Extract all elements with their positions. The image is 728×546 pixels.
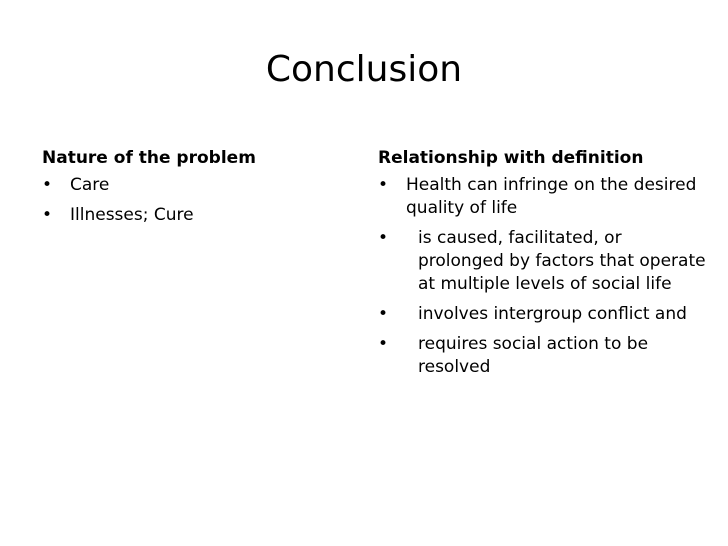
slide-title: Conclusion	[265, 49, 463, 90]
bullet-icon: •	[378, 175, 389, 195]
bullet-icon: •	[42, 175, 53, 195]
list-item	[42, 204, 342, 227]
list-item-text: Illnesses; Cure	[70, 205, 194, 225]
bullet-icon: •	[42, 205, 53, 225]
list-item-text: Health can infringe on the desired quality of life	[406, 175, 697, 218]
list-item-text: requires social action to be resolved	[418, 334, 649, 377]
left-bullet-list	[42, 174, 342, 227]
left-column	[42, 142, 342, 234]
list-item	[378, 227, 708, 296]
bullet-icon: •	[378, 228, 389, 248]
list-item-text: involves intergroup conflict and	[418, 304, 687, 324]
list-item	[378, 174, 708, 220]
right-column-heading: Relationship with definition	[378, 148, 644, 168]
list-item-text: is caused, facilitated, or prolonged by factors that operate at multiple levels of social life	[418, 228, 706, 294]
right-column	[378, 142, 708, 386]
left-column-heading: Nature of the problem	[42, 148, 256, 168]
list-item-text: Care	[70, 175, 110, 195]
list-item	[42, 174, 342, 197]
bullet-icon: •	[378, 334, 389, 354]
list-item	[378, 333, 708, 379]
list-item	[378, 303, 708, 326]
bullet-icon: •	[378, 304, 389, 324]
right-bullet-list	[378, 174, 708, 379]
